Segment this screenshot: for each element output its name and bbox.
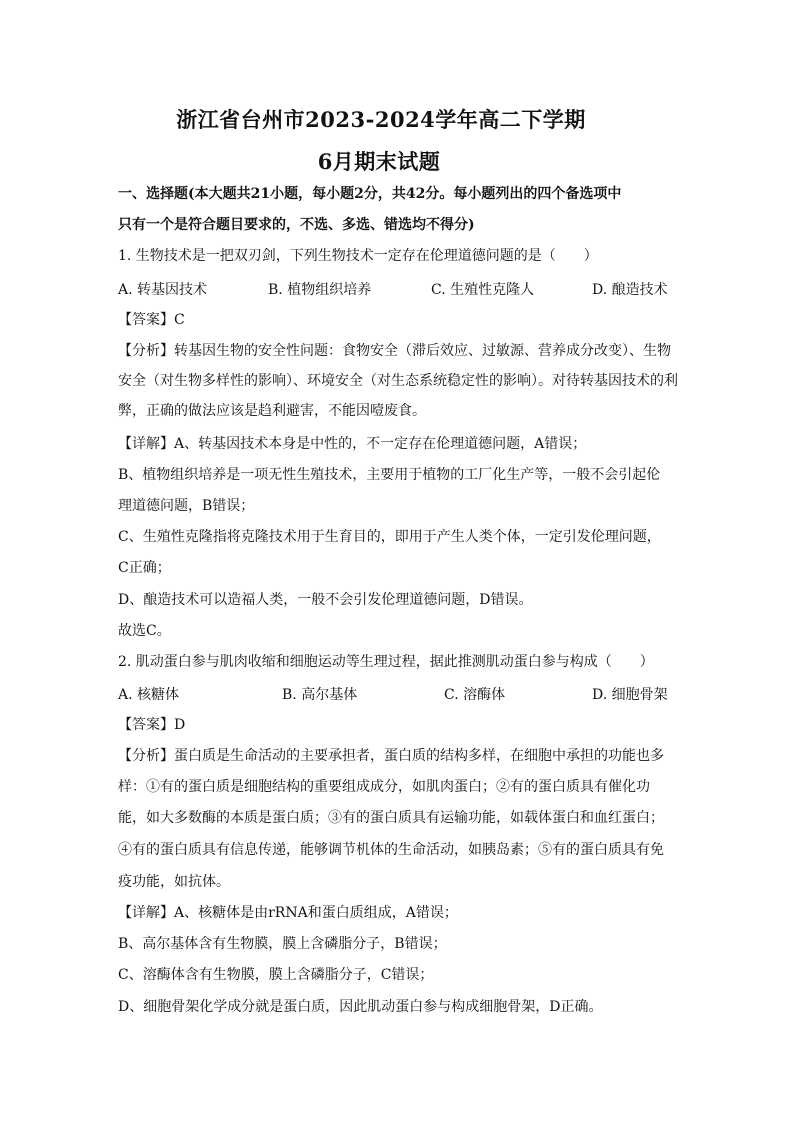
q2-option-c: C. 溶酶体 (444, 687, 506, 703)
question-2-stem: 2. 肌动蛋白参与肌肉收缩和细胞运动等生理过程，据此推测肌动蛋白参与构成（ ） (118, 654, 654, 670)
q2-option-b: B. 高尔基体 (282, 687, 358, 703)
q1-analysis-line: 安全（对生物多样性的影响）、环境安全（对生态系统稳定性的影响）。对待转基因技术的利 (118, 373, 678, 389)
question-1-stem: 1. 生物技术是一把双刃剑，下列生物技术一定存在伦理道德问题的是（ ） (118, 248, 598, 264)
q1-detail-line: 【详解】A、转基因技术本身是中性的，不一定存在伦理道德问题，A错误； (118, 436, 587, 452)
q1-option-c: C. 生殖性克隆人 (431, 282, 535, 298)
document-title: 浙江省台州市2023-2024学年高二下学期 (176, 107, 586, 132)
q2-detail-line: 【详解】A、核糖体是由rRNA和蛋白质组成，A错误； (118, 905, 458, 921)
q2-detail-line: C、溶酶体含有生物膜，膜上含磷脂分子，C错误； (118, 967, 434, 983)
q2-analysis-line: 疫功能，如抗体。 (118, 874, 230, 890)
section-header-line-1: 一、选择题(本大题共21小题，每小题2分，共42分。每小题列出的四个备选项中 (118, 186, 622, 202)
section-header-line-2: 只有一个是符合题目要求的，不选、多选、错选均不得分) (118, 217, 475, 233)
question-1-answer: 【答案】C (118, 312, 185, 328)
question-2-answer: 【答案】D (118, 717, 186, 733)
q1-detail-line: C正确； (118, 560, 171, 576)
q2-analysis-line: 能，如大多数酶的本质是蛋白质；③有的蛋白质具有运输功能，如载体蛋白和血红蛋白； (118, 810, 664, 826)
q1-detail-line: 理道德问题，B错误； (118, 498, 255, 514)
q1-conclusion: 故选C。 (118, 623, 171, 639)
q1-detail-line: C、生殖性克隆指将克隆技术用于生育目的，即用于产生人类个体，一定引发伦理问题， (118, 529, 661, 545)
document-subtitle: 6月期末试题 (317, 149, 441, 174)
q1-option-d: D. 酿造技术 (592, 282, 668, 298)
q1-detail-line: B、植物组织培养是一项无性生殖技术，主要用于植物的工厂化生产等，一般不会引起伦 (118, 467, 661, 483)
q2-analysis-line: 【分析】蛋白质是生命活动的主要承担者，蛋白质的结构多样，在细胞中承担的功能也多 (118, 748, 664, 764)
q2-analysis-line: ④有的蛋白质具有信息传递，能够调节机体的生命活动，如胰岛素；⑤有的蛋白质具有免 (118, 842, 664, 858)
q1-option-b: B. 植物组织培养 (268, 282, 372, 298)
q2-analysis-line: 样：①有的蛋白质是细胞结构的重要组成成分，如肌肉蛋白；②有的蛋白质具有催化功 (118, 779, 650, 795)
question-2-options (118, 684, 684, 704)
q1-analysis-line: 【分析】转基因生物的安全性问题：食物安全（滞后效应、过敏源、营养成分改变）、生物 (118, 343, 671, 359)
q2-option-a: A. 核糖体 (118, 687, 180, 703)
q2-detail-line: D、细胞骨架化学成分就是蛋白质，因此肌动蛋白参与构成细胞骨架，D正确。 (118, 999, 603, 1015)
q1-analysis-line: 弊，正确的做法应该是趋利避害，不能因噎废食。 (118, 403, 426, 419)
q2-option-d: D. 细胞骨架 (592, 687, 668, 703)
q2-detail-line: B、高尔基体含有生物膜，膜上含磷脂分子，B错误； (118, 936, 447, 952)
q1-option-a: A. 转基因技术 (118, 282, 208, 298)
q1-detail-line: D、酿造技术可以造福人类，一般不会引发伦理道德问题，D错误。 (118, 592, 533, 608)
question-1-options (118, 279, 684, 299)
